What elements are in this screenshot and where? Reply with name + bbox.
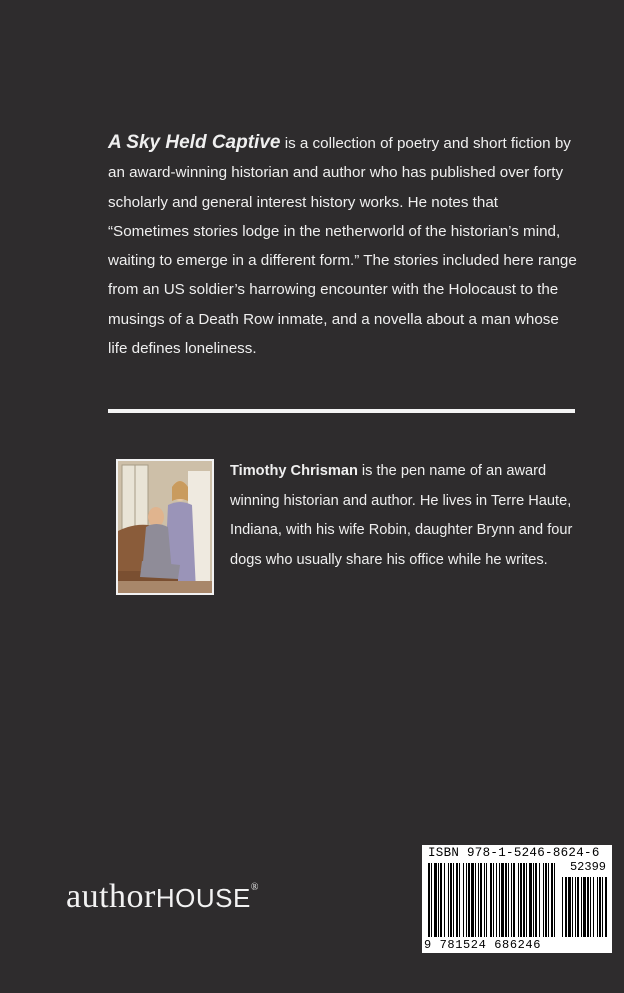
back-cover-blurb [108,128,578,363]
logo-house: HOUSE [155,883,251,913]
registered-mark: ® [250,882,259,893]
ean-digits: 9 781524 686246 [424,938,542,952]
book-title: A Sky Held Captive [108,132,281,153]
isbn-label: ISBN 978-1-5246-8624-6 [428,846,600,860]
isbn-barcode [422,845,612,953]
publisher-logo [66,878,259,916]
logo-author: author [66,878,156,915]
divider-rule [108,409,575,413]
author-bio-text: is the pen name of an award winning historian and author. He lives in Terre Haute, Indiana, with his wife Robin, daughter Brynn and four dogs who usually share his office while he writes. [230,463,573,568]
blurb-text: is a collection of poetry and short fiction by an award-winning historian and author who has published over forty scholarly and general interest history works. He notes that “Sometimes stories lodge in the netherworld of the historian’s mind, waiting to emerge in a different form.” The stories included here range from an US soldier’s harrowing encounter with the Holocaust to the musings of a Death Row inmate, and a novella about a man whose life defines loneliness. [108,135,577,358]
price-code: 52399 [569,860,606,874]
author-bio [230,457,580,575]
author-photo-image [118,461,212,593]
author-name: Timothy Chrisman [230,463,358,479]
author-photo [116,459,214,595]
